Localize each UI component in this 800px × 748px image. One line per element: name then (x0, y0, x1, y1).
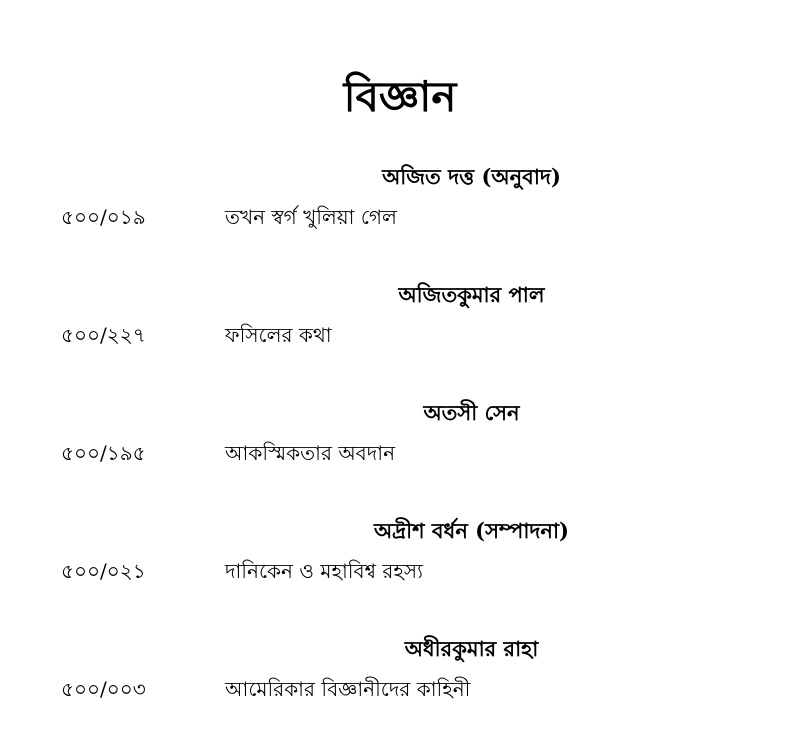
book-row (0, 313, 800, 394)
catalog-entry (0, 394, 800, 512)
catalog-entry (0, 512, 800, 630)
catalog-entry (0, 276, 800, 394)
page-title: বিজ্ঞান (343, 72, 457, 121)
book-row (0, 195, 800, 276)
catalog-entries (0, 158, 800, 748)
book-title: তখন স্বর্গ খুলিয়া গেল (225, 205, 397, 229)
book-row (0, 667, 800, 748)
book-title: ফসিলের কথা (225, 323, 332, 347)
book-code: ৫০০/১৯৫ (61, 441, 146, 465)
book-code: ৫০০/০০৩ (61, 677, 146, 701)
author-heading: অতসী সেন (423, 400, 520, 425)
book-title: আমেরিকার বিজ্ঞানীদের কাহিনী (225, 677, 471, 701)
author-heading: অধীরকুমার রাহা (404, 636, 539, 661)
book-code: ৫০০/০১৯ (61, 205, 146, 229)
author-heading: অজিত দত্ত (অনুবাদ) (382, 164, 561, 189)
catalog-entry (0, 630, 800, 748)
author-heading: অজিতকুমার পাল (398, 282, 545, 307)
catalog-entry (0, 158, 800, 276)
book-row (0, 549, 800, 630)
book-code: ৫০০/০২১ (61, 559, 146, 583)
book-row (0, 431, 800, 512)
author-heading: অদ্রীশ বর্ধন (সম্পাদনা) (373, 518, 569, 543)
book-title: আকস্মিকতার অবদান (225, 441, 396, 465)
book-code: ৫০০/২২৭ (61, 323, 146, 347)
book-title: দানিকেন ও মহাবিশ্ব রহস্য (225, 559, 423, 583)
